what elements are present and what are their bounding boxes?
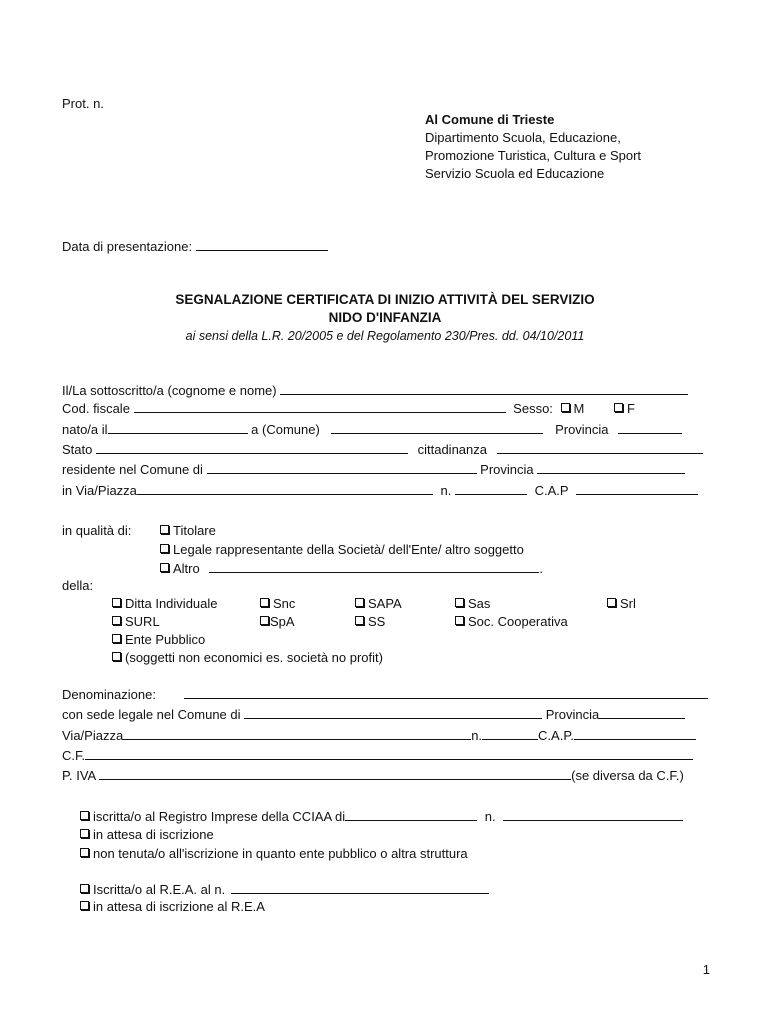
seat-label: con sede legale nel Comune di [62, 707, 241, 722]
entity-cap-field[interactable] [574, 727, 696, 740]
cciaa-field[interactable] [345, 808, 477, 821]
seat-row [62, 706, 685, 723]
citizenship-field[interactable] [497, 441, 703, 454]
recipient-line-2: Dipartimento Scuola, Educazione, [425, 130, 621, 145]
residence-province-label: Provincia [480, 462, 534, 477]
checkbox-icon[interactable] [112, 634, 121, 643]
recipient-line-1: Al Comune di Trieste [425, 112, 555, 127]
seat-province-label: Provincia [545, 707, 600, 722]
checkbox-icon[interactable] [112, 616, 121, 625]
registry-not-held[interactable]: non tenuta/o all'iscrizione in quanto ente pubblico o altra struttura [80, 846, 468, 862]
role-legal-representative[interactable]: Legale rappresentante della Società/ dell'Ente/ altro soggetto [160, 542, 524, 558]
date-label: Data di presentazione: [62, 239, 193, 254]
denomination-label: Denominazione: [62, 687, 156, 702]
type-ditta-individuale[interactable]: Ditta Individuale [112, 596, 218, 612]
street-row [62, 482, 698, 499]
seat-field[interactable] [244, 706, 542, 719]
company-type-label: della: [62, 578, 94, 593]
entity-cap-label: C.A.P. [538, 728, 574, 743]
checkbox-icon[interactable] [260, 616, 269, 625]
residence-province-field[interactable] [537, 461, 685, 474]
rea-pending[interactable]: in attesa di iscrizione al R.E.A [80, 899, 265, 915]
tax-code-label: Cod. fiscale [62, 401, 130, 416]
rea-field[interactable] [231, 881, 489, 894]
street-number-label: n. [440, 483, 452, 498]
checkbox-icon[interactable] [80, 829, 89, 838]
recipient-line-4: Servizio Scuola ed Educazione [425, 166, 605, 181]
type-ente-pubblico[interactable]: Ente Pubblico [112, 632, 205, 648]
role-label: in qualità di: [62, 523, 132, 538]
rea-row[interactable] [80, 881, 489, 898]
type-sapa[interactable]: SAPA [355, 596, 402, 612]
state-label: Stato [62, 442, 93, 457]
state-row [62, 441, 703, 458]
cciaa-label: iscritta/o al Registro Imprese della CCIAA di [93, 809, 346, 824]
vat-label: P. IVA [62, 768, 96, 783]
date-field[interactable] [196, 238, 328, 251]
vat-row [62, 767, 684, 784]
checkbox-icon[interactable] [112, 598, 121, 607]
entity-number-field[interactable] [482, 727, 538, 740]
checkbox-icon[interactable] [607, 598, 616, 607]
date-row [62, 238, 328, 255]
cap-label: C.A.P [534, 483, 569, 498]
page-number: 1 [702, 962, 710, 977]
type-ss[interactable]: SS [355, 614, 385, 630]
entity-street-row [62, 727, 696, 744]
cciaa-number-field[interactable] [503, 808, 683, 821]
sex-m-label: M [573, 401, 585, 416]
role-titolare[interactable]: Titolare [160, 523, 216, 539]
checkbox-icon[interactable] [260, 598, 269, 607]
checkbox-icon[interactable] [355, 598, 364, 607]
sex-label: Sesso: [513, 401, 553, 416]
type-srl[interactable]: Srl [607, 596, 636, 612]
name-field[interactable] [280, 382, 688, 395]
birth-province-field[interactable] [618, 421, 682, 434]
residence-field[interactable] [207, 461, 477, 474]
altro-field[interactable] [209, 560, 539, 573]
birth-place-label: a (Comune) [251, 422, 320, 437]
type-spa[interactable]: SpA [260, 614, 295, 630]
birth-province-label: Provincia [555, 422, 609, 437]
cap-field[interactable] [576, 482, 698, 495]
checkbox-icon[interactable] [112, 652, 121, 661]
type-snc[interactable]: Snc [260, 596, 295, 612]
checkbox-icon[interactable] [80, 884, 89, 893]
recipient-line-3: Promozione Turistica, Cultura e Sport [425, 148, 642, 163]
checkbox-icon[interactable] [355, 616, 364, 625]
type-soc-cooperativa[interactable]: Soc. Cooperativa [455, 614, 568, 630]
citizenship-label: cittadinanza [417, 442, 487, 457]
entity-number-label: n. [471, 728, 483, 743]
seat-province-field[interactable] [599, 706, 685, 719]
denomination-field[interactable] [184, 686, 708, 699]
type-sas[interactable]: Sas [455, 596, 490, 612]
entity-street-label: Via/Piazza [62, 728, 124, 743]
cf-label: C.F. [62, 748, 86, 763]
checkbox-icon[interactable] [160, 525, 169, 534]
document-title: SEGNALAZIONE CERTIFICATA DI INIZIO ATTIVITÀ DEL SERVIZIO [175, 292, 595, 307]
state-field[interactable] [96, 441, 408, 454]
checkbox-icon[interactable] [455, 616, 464, 625]
undersigned-label: Il/La sottoscritto/a (cognome e nome) [62, 383, 277, 398]
street-label: in Via/Piazza [62, 483, 137, 498]
sex-f-label: F [627, 401, 635, 416]
street-field[interactable] [137, 482, 433, 495]
undersigned-row [62, 382, 688, 399]
cf-row [62, 747, 693, 764]
checkbox-icon[interactable] [80, 848, 89, 857]
tax-code-field[interactable] [134, 400, 506, 413]
street-number-field[interactable] [455, 482, 527, 495]
entity-street-field[interactable] [123, 727, 471, 740]
cf-field[interactable] [85, 747, 693, 760]
denomination-row [62, 686, 708, 703]
residence-row [62, 461, 685, 478]
vat-field[interactable] [99, 767, 571, 780]
sex-m-checkbox[interactable] [561, 403, 570, 412]
birth-date-field[interactable] [108, 421, 248, 434]
sex-f-checkbox[interactable] [614, 403, 623, 412]
tax-code-row [62, 400, 635, 417]
registry-pending[interactable]: in attesa di iscrizione [80, 827, 214, 843]
type-surl[interactable]: SURL [112, 614, 160, 630]
checkbox-icon[interactable] [160, 544, 169, 553]
checkbox-icon[interactable] [160, 563, 169, 572]
vat-note: (se diversa da C.F.) [571, 768, 684, 783]
checkbox-icon[interactable] [80, 901, 89, 910]
document-title-2: NIDO D'INFANZIA [328, 310, 442, 325]
cciaa-number-label: n. [484, 809, 496, 824]
birth-date-label: nato/a il [62, 422, 108, 437]
rea-label: Iscritta/o al R.E.A. al n. [93, 882, 226, 897]
document-subtitle: ai sensi della L.R. 20/2005 e del Regolamento 230/Pres. dd. 04/10/2011 [185, 329, 585, 343]
birth-row [62, 421, 682, 438]
cciaa-row[interactable] [80, 808, 683, 825]
residence-label: residente nel Comune di [62, 462, 203, 477]
protocol-label: Prot. n. [62, 96, 104, 111]
checkbox-icon[interactable] [80, 811, 89, 820]
birth-place-field[interactable] [331, 421, 543, 434]
type-non-profit[interactable]: (soggetti non economici es. società no profit) [112, 650, 383, 666]
checkbox-icon[interactable] [455, 598, 464, 607]
role-altro[interactable]: Altro . [160, 560, 543, 577]
